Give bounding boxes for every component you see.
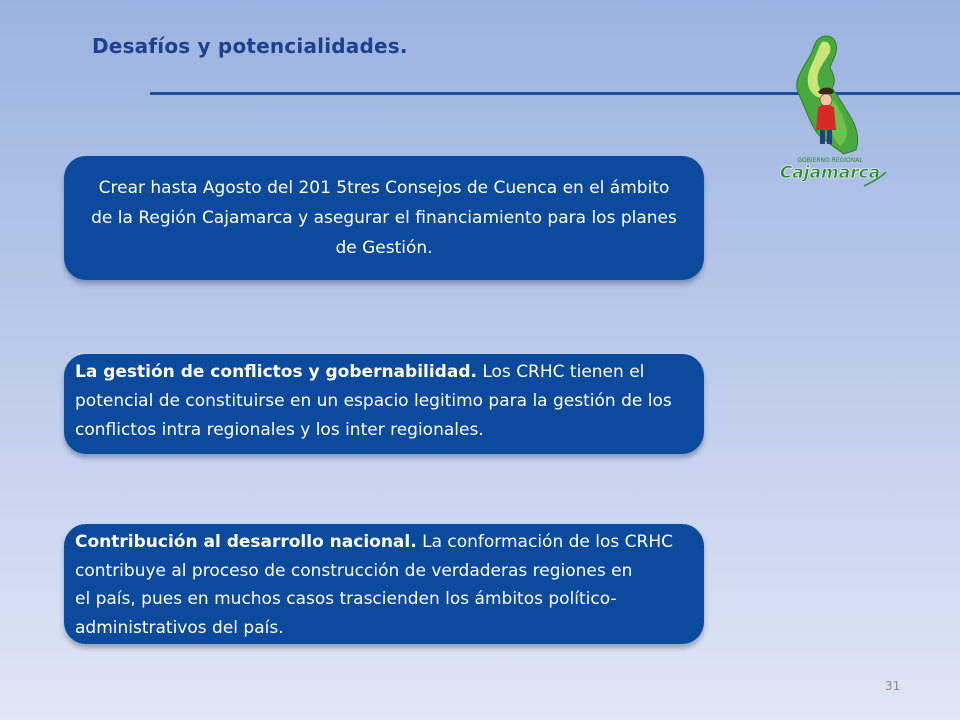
cajamarca-logo	[760, 30, 900, 205]
slide-title: Desafíos y potencialidades.	[92, 34, 408, 58]
info-box-consejos-cuenca-text: Crear hasta Agosto del 201 5tres Consejos de Cuenca en el ámbito de la Región Cajamarca y asegurar el financiamiento para los planes de Gestión.	[91, 178, 677, 258]
info-box-desarrollo-nacional	[64, 524, 704, 644]
svg-text:Cajamarca: Cajamarca	[779, 163, 881, 183]
info-box-consejos-cuenca	[64, 156, 704, 280]
info-box-desarrollo-nacional-line-4: administrativos del país.	[75, 617, 284, 638]
info-box-gestion-conflictos-heading: La gestión de conflictos y gobernabilidad.	[75, 362, 477, 382]
info-box-desarrollo-nacional-heading: Contribución al desarrollo nacional.	[75, 532, 417, 552]
info-box-desarrollo-nacional-line-1	[75, 528, 704, 557]
info-box-desarrollo-nacional-line-1-text: La conformación de los CRHC	[416, 532, 673, 552]
info-box-desarrollo-nacional-line-3: el país, pues en muchos casos trascienden los ámbitos político-	[75, 589, 617, 609]
page-number: 31	[885, 679, 901, 693]
info-box-gestion-conflictos	[64, 354, 704, 454]
info-box-desarrollo-nacional-line-2: contribuye al proceso de construcción de verdaderas regiones en	[75, 560, 633, 581]
svg-text:GOBIERNO REGIONAL: GOBIERNO REGIONAL	[797, 157, 863, 164]
info-box-gestion-conflictos-text: Los CRHC tienen el potencial de constituirse en un espacio legitimo para la gestión de los conflictos intra regionales y los inter regionales.	[75, 362, 672, 440]
